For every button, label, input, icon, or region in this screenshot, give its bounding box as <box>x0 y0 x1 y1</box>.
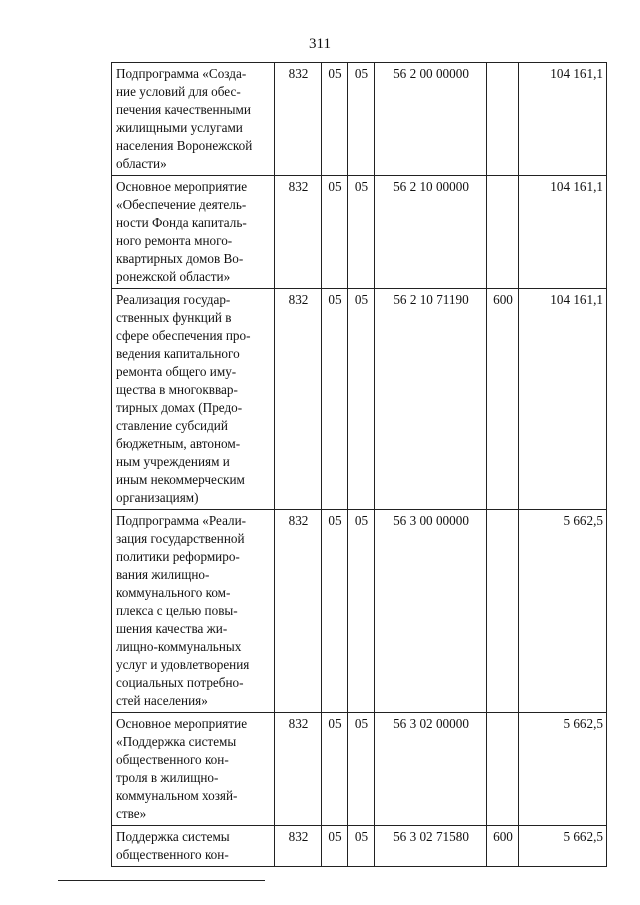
row-section-code: 05 <box>322 63 348 176</box>
row-section-code: 05 <box>322 510 348 713</box>
row-name: Основное мероприятие «Обеспечение деятель- ности Фонда капиталь- ного ремонта много- квартирных домов Во- ронежской области» <box>112 176 275 289</box>
row-section-code: 05 <box>322 826 348 867</box>
row-name: Поддержка системы общественного кон- <box>112 826 275 867</box>
row-section-code: 05 <box>322 176 348 289</box>
row-gr-code: 832 <box>275 176 322 289</box>
row-target-code: 56 2 10 71190 <box>375 289 487 510</box>
row-expense-type <box>487 713 519 826</box>
row-sum: 104 161,1 <box>519 289 607 510</box>
row-sum: 5 662,5 <box>519 713 607 826</box>
row-target-code: 56 3 02 71580 <box>375 826 487 867</box>
row-gr-code: 832 <box>275 510 322 713</box>
row-subsection-code: 05 <box>348 63 375 176</box>
table-row <box>112 176 607 289</box>
footnote-divider <box>58 880 265 881</box>
table-row <box>112 510 607 713</box>
page-number: 311 <box>309 36 331 52</box>
row-gr-code: 832 <box>275 289 322 510</box>
row-sum: 104 161,1 <box>519 176 607 289</box>
row-target-code: 56 3 02 00000 <box>375 713 487 826</box>
row-gr-code: 832 <box>275 63 322 176</box>
row-expense-type <box>487 63 519 176</box>
row-subsection-code: 05 <box>348 826 375 867</box>
row-target-code: 56 3 00 00000 <box>375 510 487 713</box>
row-expense-type: 600 <box>487 826 519 867</box>
row-subsection-code: 05 <box>348 510 375 713</box>
table-row <box>112 63 607 176</box>
row-section-code: 05 <box>322 713 348 826</box>
row-target-code: 56 2 00 00000 <box>375 63 487 176</box>
row-target-code: 56 2 10 00000 <box>375 176 487 289</box>
row-name: Подпрограмма «Созда- ние условий для обес- печения качественными жилищными услугами населения Воронежской области» <box>112 63 275 176</box>
table-row <box>112 826 607 867</box>
row-sum: 5 662,5 <box>519 510 607 713</box>
table-row <box>112 713 607 826</box>
row-sum: 5 662,5 <box>519 826 607 867</box>
row-name: Реализация государ- ственных функций в сфере обеспечения про- ведения капитального ремонта общего иму- щества в многокввар- тирных домах (Предо- ставление субсидий бюджетным, автоном- ным учреждениям и иным некоммерческим организациям) <box>112 289 275 510</box>
row-gr-code: 832 <box>275 713 322 826</box>
row-expense-type <box>487 510 519 713</box>
row-name: Подпрограмма «Реали- зация государственной политики реформиро- вания жилищно- коммунального ком- плекса с целью повы- шения качества жи- лищно-коммунальных услуг и удовлетворения социальных потребно- стей населения» <box>112 510 275 713</box>
budget-table <box>111 62 607 867</box>
row-section-code: 05 <box>322 289 348 510</box>
row-subsection-code: 05 <box>348 713 375 826</box>
row-name: Основное мероприятие «Поддержка системы общественного кон- троля в жилищно- коммунальном хозяй- стве» <box>112 713 275 826</box>
table-row <box>112 289 607 510</box>
row-gr-code: 832 <box>275 826 322 867</box>
row-expense-type <box>487 176 519 289</box>
row-expense-type: 600 <box>487 289 519 510</box>
row-sum: 104 161,1 <box>519 63 607 176</box>
row-subsection-code: 05 <box>348 289 375 510</box>
row-subsection-code: 05 <box>348 176 375 289</box>
